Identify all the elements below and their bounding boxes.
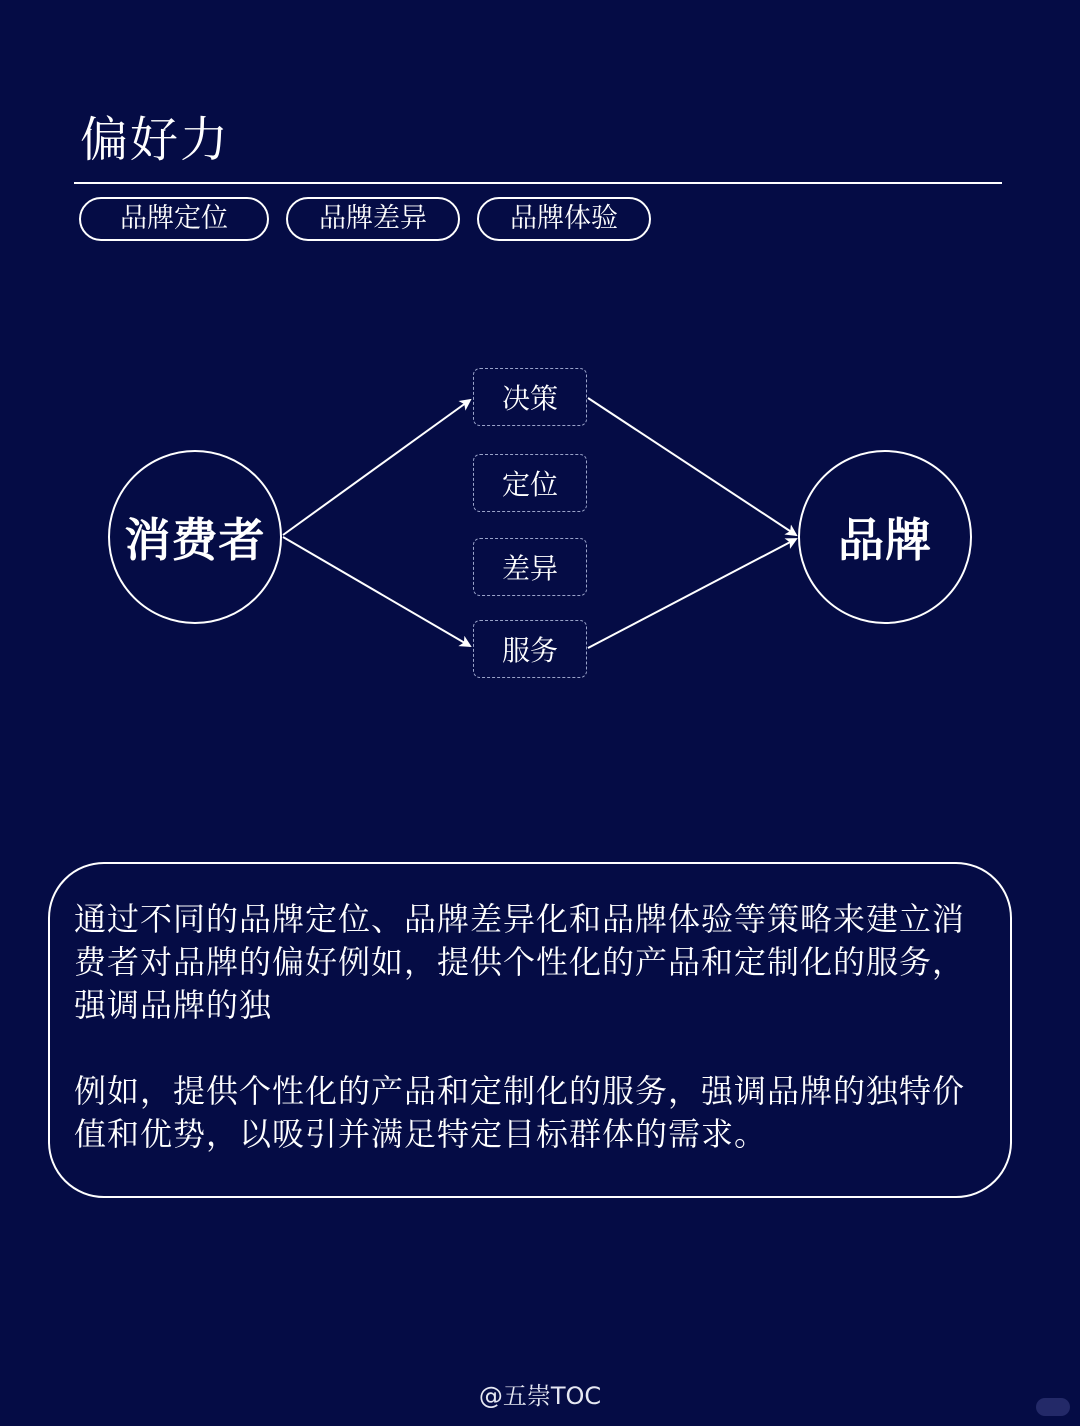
service-box: 服务 — [473, 620, 587, 678]
description-paragraph-2: 例如，提供个性化的产品和定制化的服务，强调品牌的独特价值和优势，以吸引并满足特定目标群体的需求。 — [74, 1072, 966, 1153]
brand-node: 品牌 — [798, 450, 972, 624]
tag-brand-differentiation: 品牌差异 — [286, 197, 460, 241]
watermark-badge — [1036, 1398, 1070, 1416]
positioning-box: 定位 — [473, 454, 587, 512]
arrow-service-to-brand — [588, 539, 796, 648]
title-divider — [74, 182, 1002, 184]
page-title: 偏好力 — [80, 112, 231, 168]
consumer-node: 消费者 — [108, 450, 282, 624]
arrow-decision-to-brand — [588, 398, 796, 535]
arrow-consumer-to-decision — [283, 400, 470, 535]
tag-brand-positioning: 品牌定位 — [79, 197, 269, 241]
decision-box: 决策 — [473, 368, 587, 426]
difference-box: 差异 — [473, 538, 587, 596]
description-paragraph-1: 通过不同的品牌定位、品牌差异化和品牌体验等策略来建立消费者对品牌的偏好例如，提供个性化的产品和定制化的服务，强调品牌的独 — [74, 900, 966, 1024]
author-credit: @五崇TOC — [478, 1382, 602, 1410]
arrow-consumer-to-service — [283, 537, 470, 646]
tag-brand-experience: 品牌体验 — [477, 197, 651, 241]
description-panel — [48, 862, 1012, 1198]
